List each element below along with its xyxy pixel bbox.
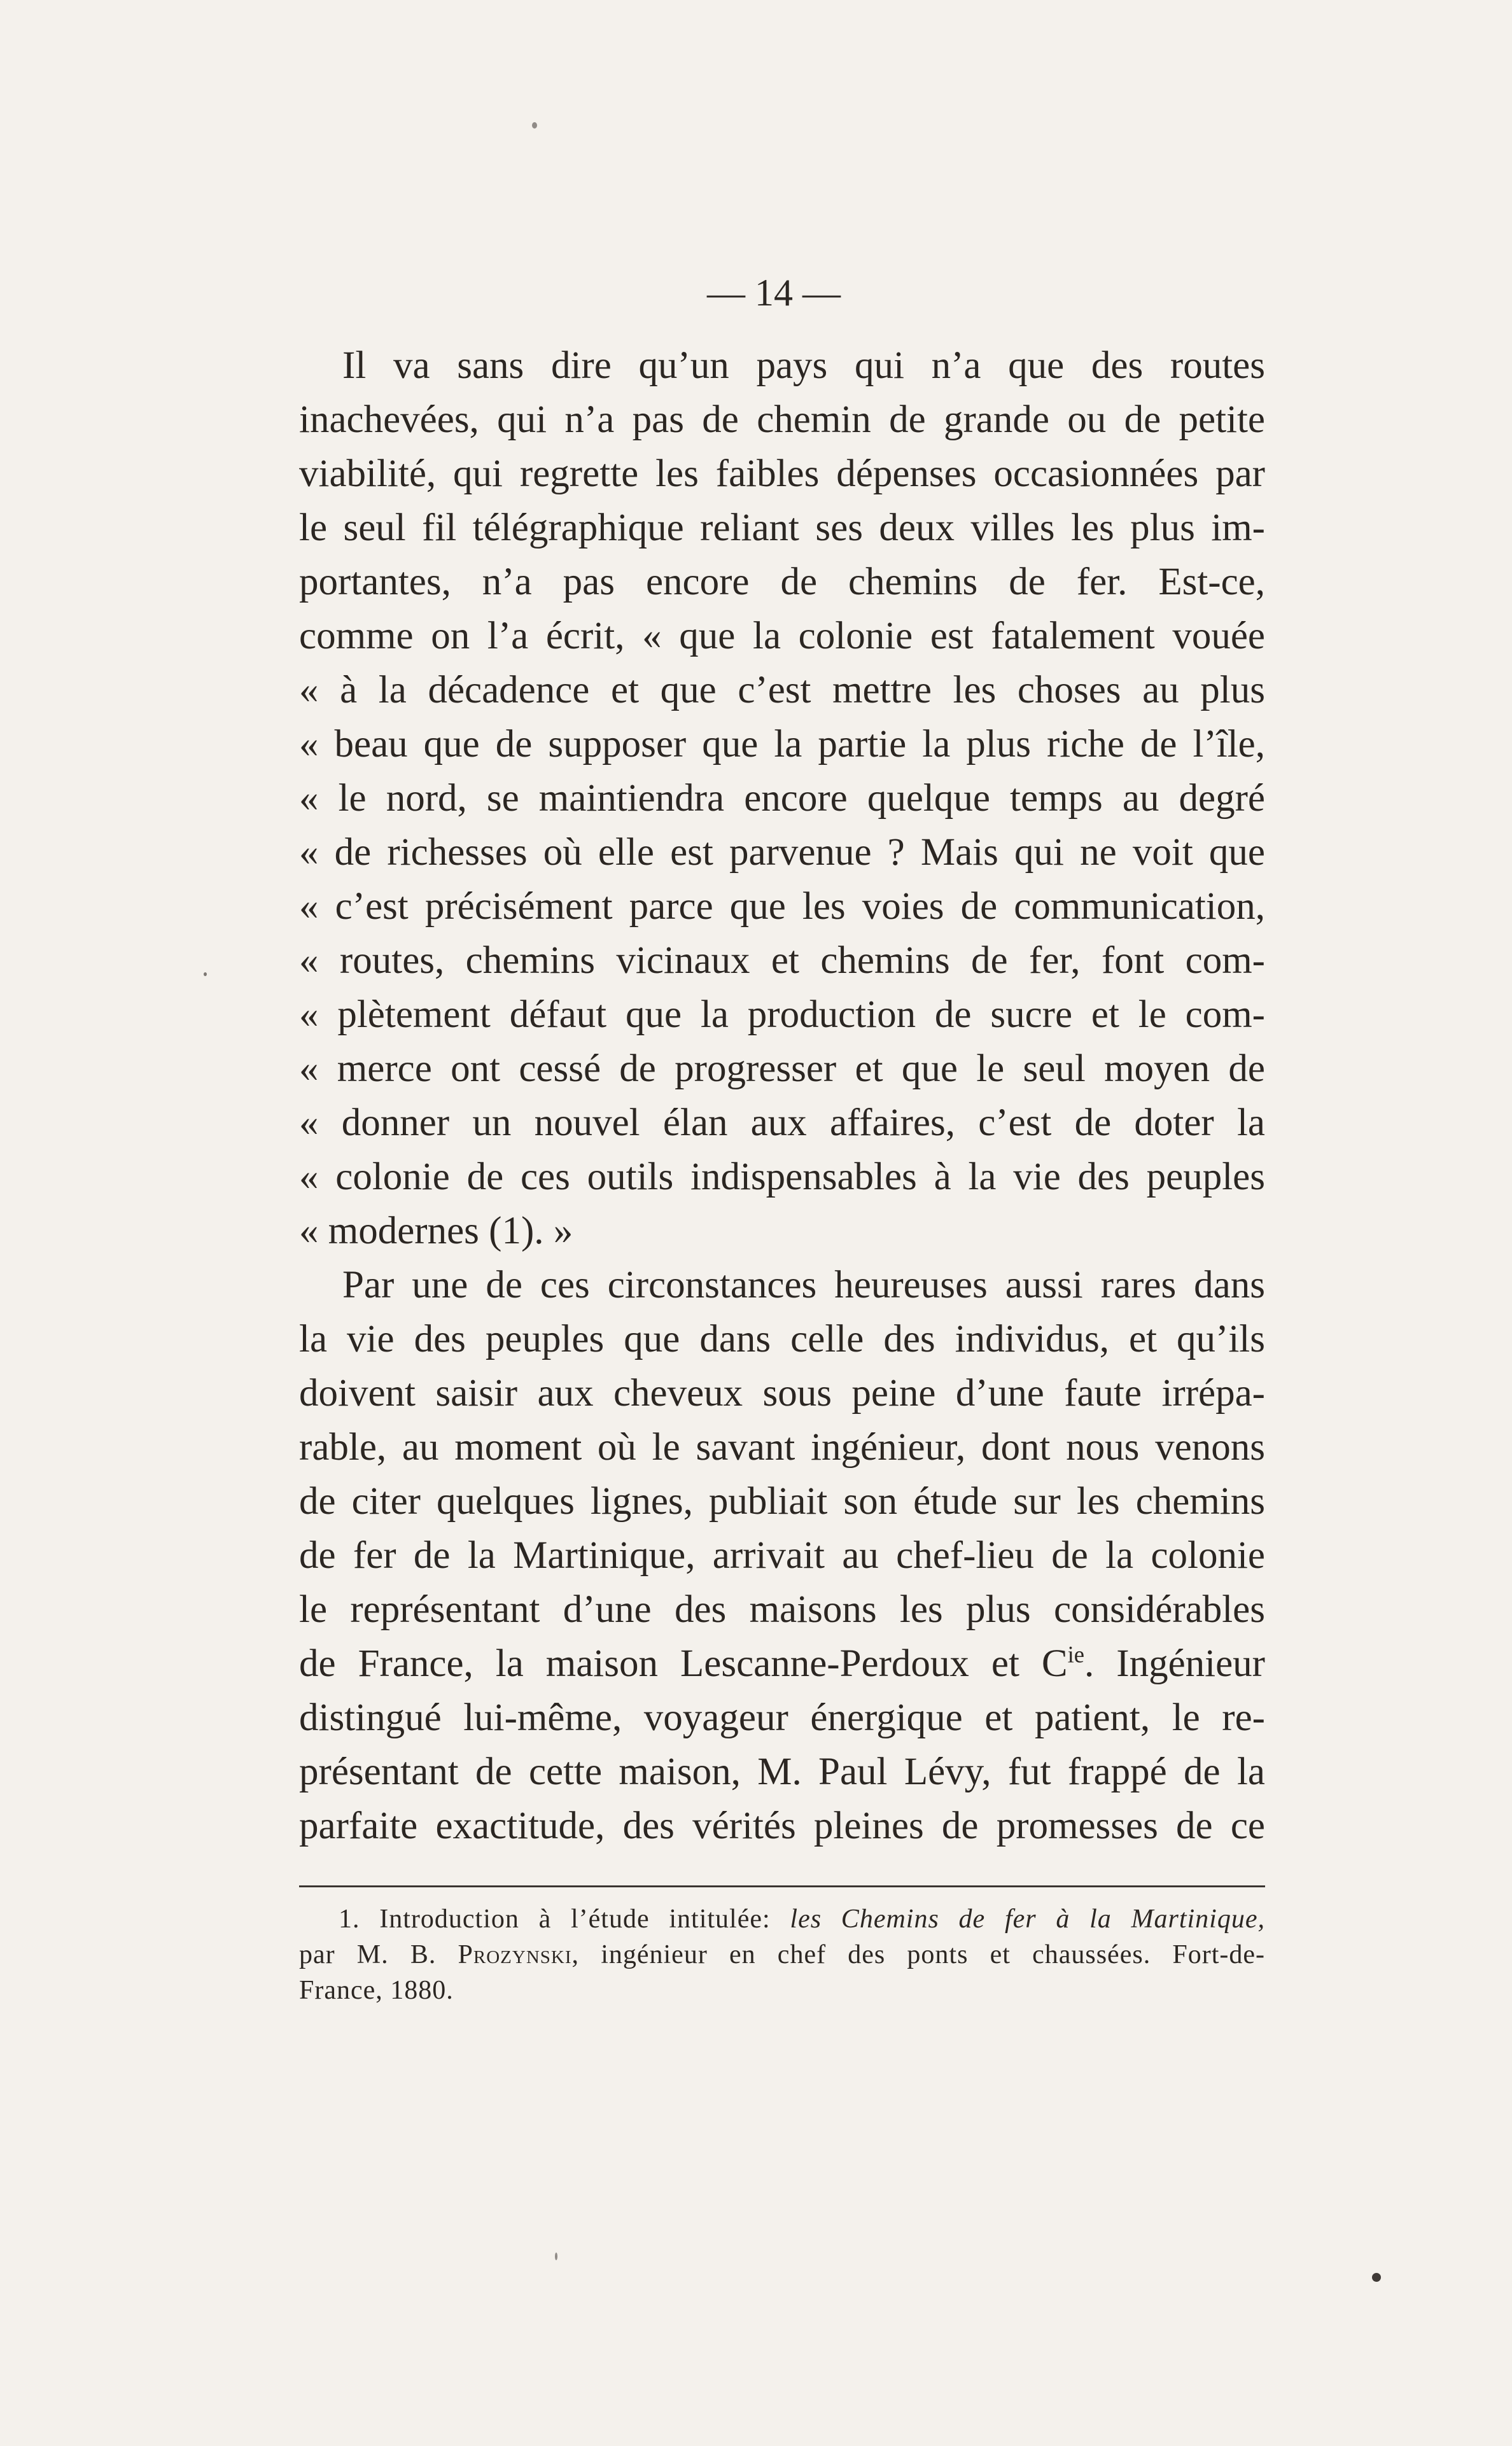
- text-line: le représentant d’une des maisons les plus considérables: [299, 1588, 1265, 1631]
- text-line: « modernes (1). »: [299, 1210, 573, 1252]
- footnote-line: France, 1880.: [299, 1976, 454, 2005]
- body-text: [299, 339, 1265, 1853]
- footnote-rule: [299, 1885, 1265, 1887]
- paper-speck: [1372, 2273, 1381, 2282]
- text-segment: . Ingénieur: [1084, 1642, 1265, 1685]
- footnote-line: [299, 1937, 1265, 1973]
- text-line: le seul fil télégraphique reliant ses deux villes les plus im-: [299, 507, 1265, 549]
- text-line: « colonie de ces outils indispensables à la vie des peuples: [299, 1156, 1265, 1198]
- footnote-title: les Chemins de fer à la Martinique,: [790, 1904, 1265, 1934]
- text-line: Il va sans dire qu’un pays qui n’a que des routes: [342, 344, 1265, 387]
- text-line: « c’est précisément parce que les voies de communication,: [299, 885, 1265, 928]
- footnote: [299, 1901, 1265, 2008]
- text-line: présentant de cette maison, M. Paul Lévy, fut frappé de la: [299, 1751, 1265, 1793]
- text-line: [299, 1637, 1265, 1691]
- text-line: comme on l’a écrit, « que la colonie est fatalement vouée: [299, 615, 1265, 657]
- footnote-author: Prozynski: [458, 1940, 572, 1969]
- superscript: ie: [1067, 1641, 1085, 1668]
- paper-speck: [532, 122, 537, 129]
- footnote-line: [299, 1901, 1265, 1937]
- text-line: « routes, chemins vicinaux et chemins de fer, font com-: [299, 939, 1265, 982]
- text-line: « plètement défaut que la production de sucre et le com-: [299, 993, 1265, 1036]
- text-line: « merce ont cessé de progresser et que le seul moyen de: [299, 1047, 1265, 1090]
- text-line: de citer quelques lignes, publiait son étude sur les chemins: [299, 1480, 1265, 1523]
- text-line: distingué lui-même, voyageur énergique et patient, le re-: [299, 1696, 1265, 1739]
- text-line: « beau que de supposer que la partie la plus riche de l’île,: [299, 723, 1265, 765]
- text-line: portantes, n’a pas encore de chemins de fer. Est-ce,: [299, 561, 1265, 603]
- text-segment: de France, la maison Lescanne-Perdoux et C: [299, 1642, 1068, 1685]
- page-number: — 14 —: [707, 272, 841, 314]
- text-line: Par une de ces circonstances heureuses aussi rares dans: [342, 1264, 1265, 1306]
- footnote-text: , ingénieur en chef des ponts et chaussées. Fort-de-: [571, 1940, 1265, 1969]
- text-line: viabilité, qui regrette les faibles dépenses occasionnées par: [299, 452, 1265, 495]
- text-line: « donner un nouvel élan aux affaires, c’est de doter la: [299, 1101, 1265, 1144]
- paper-speck: [555, 2253, 557, 2260]
- paper-speck: [204, 972, 207, 976]
- text-line: « à la décadence et que c’est mettre les choses au plus: [299, 669, 1265, 711]
- text-line: inachevées, qui n’a pas de chemin de grande ou de petite: [299, 398, 1265, 441]
- text-line: rable, au moment où le savant ingénieur, dont nous venons: [299, 1426, 1265, 1469]
- text-line: « le nord, se maintiendra encore quelque temps au degré: [299, 777, 1265, 820]
- text-line: doivent saisir aux cheveux sous peine d’une faute irrépa-: [299, 1372, 1265, 1415]
- text-line: parfaite exactitude, des vérités pleines de promesses de ce: [299, 1805, 1265, 1847]
- text-line: la vie des peuples que dans celle des individus, et qu’ils: [299, 1318, 1265, 1360]
- text-line: « de richesses où elle est parvenue ? Mais qui ne voit que: [299, 831, 1265, 874]
- footnote-text: par M. B.: [299, 1940, 458, 1969]
- footnote-text: 1. Introduction à l’étude intitulée:: [339, 1904, 790, 1934]
- text-line: de fer de la Martinique, arrivait au chef-lieu de la colonie: [299, 1534, 1265, 1577]
